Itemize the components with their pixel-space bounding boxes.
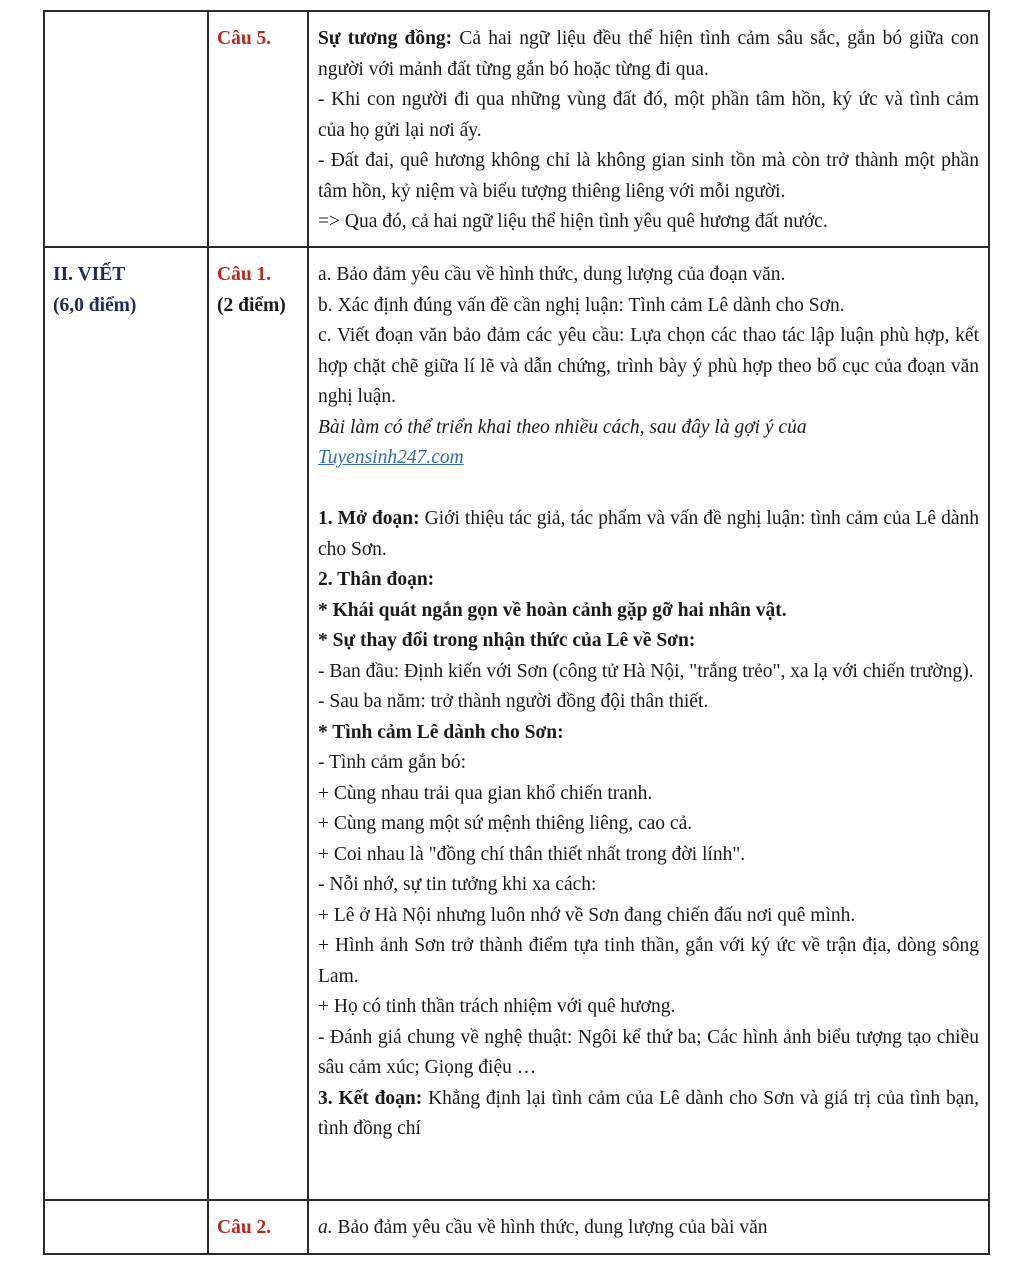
- spacer: [318, 474, 979, 505]
- question-label: Câu 1.: [217, 264, 272, 285]
- question-cell: [208, 1200, 308, 1254]
- section-points: (6,0 điểm): [53, 294, 137, 316]
- section-cell-empty: [44, 11, 208, 247]
- section-cell-empty: [44, 1200, 208, 1254]
- list-item: + Cùng mang một sứ mệnh thiêng liêng, cao cả.: [318, 813, 693, 834]
- question-cell: [208, 247, 308, 1200]
- body-label: 2. Thân đoạn:: [318, 569, 435, 590]
- similarity-paragraph: [318, 24, 979, 85]
- list-item: - Nỗi nhớ, sự tin tưởng khi xa cách:: [318, 874, 597, 895]
- list-item: - Đánh giá chung về nghệ thuật: Ngôi kể thứ ba; Các hình ảnh biểu tượng tạo chiều sâu cảm xúc; Giọng điệu …: [318, 1026, 979, 1078]
- intro-paragraph: [318, 504, 979, 565]
- question-cell: [208, 11, 308, 247]
- requirement-c: c. Viết đoạn văn bảo đảm các yêu cầu: Lựa chọn các thao tác lập luận phù hợp, kết hợp chặt chẽ giữa lí lẽ và dẫn chứng, trình bày ý phù hợp theo bố cục của đoạn văn nghị luận.: [318, 325, 979, 407]
- requirement-a: a. Bảo đảm yêu cầu về hình thức, dung lượng của đoạn văn.: [318, 264, 786, 285]
- requirement-text: Bảo đảm yêu cầu về hình thức, dung lượng của bài văn: [332, 1217, 768, 1238]
- requirement-b: b. Xác định đúng vấn đề cần nghị luận: Tình cảm Lê dành cho Sơn.: [318, 294, 845, 316]
- list-item: + Họ có tinh thần trách nhiệm với quê hương.: [318, 996, 676, 1017]
- intro-text: Giới thiệu tác giả, tác phẩm và vấn đề nghị luận: tình cảm của Lê dành cho Sơn.: [318, 508, 979, 560]
- similarity-text: Cả hai ngữ liệu đều thể hiện tình cảm sâu sắc, gắn bó giữa con người với mảnh đất từng gắn bó hoặc từng đi qua.: [318, 28, 979, 80]
- list-item: - Ban đầu: Định kiến với Sơn (công tử Hà Nội, "trắng trẻo", xa lạ với chiến trường).: [318, 660, 974, 682]
- source-link[interactable]: Tuyensinh247.com: [318, 447, 464, 468]
- list-item: + Coi nhau là "đồng chí thân thiết nhất trong đời lính".: [318, 843, 746, 865]
- conclusion-text: Khẳng định lại tình cảm của Lê dành cho Sơn và giá trị của tình bạn, tình đồng chí: [318, 1087, 979, 1139]
- heading-change: * Sự thay đổi trong nhận thức của Lê về Sơn:: [318, 630, 696, 651]
- list-item: - Sau ba năm: trở thành người đồng đội thân thiết.: [318, 691, 709, 712]
- list-item: - Tình cảm gắn bó:: [318, 752, 467, 773]
- list-item: + Hình ảnh Sơn trở thành điểm tựa tinh thần, gắn với ký ức về trận địa, dòng sông Lam.: [318, 935, 979, 987]
- answer-cell: [308, 11, 989, 247]
- answer-point: - Đất đai, quê hương không chỉ là không gian sinh tồn mà còn trở thành một phần tâm hồn, kỷ niệm và biểu tượng thiêng liêng với mỗi người.: [318, 150, 979, 202]
- suggestion-note: [318, 413, 979, 474]
- table-row: [44, 1200, 989, 1254]
- list-item: + Lê ở Hà Nội nhưng luôn nhớ về Sơn đang chiến đấu nơi quê mình.: [318, 904, 856, 926]
- answer-point: - Khi con người đi qua những vùng đất đó, một phần tâm hồn, ký ức và tình cảm của họ gửi lại nơi ấy.: [318, 89, 979, 141]
- heading-feeling: * Tình cảm Lê dành cho Sơn:: [318, 721, 564, 743]
- similarity-label: Sự tương đồng:: [318, 28, 453, 49]
- heading-context: * Khái quát ngắn gọn về hoàn cảnh gặp gỡ hai nhân vật.: [318, 599, 787, 621]
- conclusion-paragraph: [318, 1084, 979, 1145]
- intro-label: 1. Mở đoạn:: [318, 508, 420, 529]
- table-row: [44, 247, 989, 1200]
- requirement-letter: a.: [318, 1217, 333, 1238]
- conclusion-label: 3. Kết đoạn:: [318, 1087, 423, 1109]
- question-points: (2 điểm): [217, 294, 286, 316]
- suggestion-note-text: Bài làm có thể triển khai theo nhiều cách, sau đây là gợi ý của: [318, 416, 807, 438]
- section-cell: [44, 247, 208, 1200]
- answer-conclusion: => Qua đó, cả hai ngữ liệu thể hiện tình yêu quê hương đất nước.: [318, 211, 828, 232]
- answer-cell: [308, 1200, 989, 1254]
- answer-cell: [308, 247, 989, 1200]
- answer-key-table: [43, 10, 990, 1255]
- question-label: Câu 5.: [217, 28, 272, 49]
- question-label: Câu 2.: [217, 1217, 272, 1238]
- table-row: [44, 11, 989, 247]
- list-item: + Cùng nhau trải qua gian khổ chiến tranh.: [318, 782, 653, 804]
- section-title: II. VIẾT: [53, 264, 126, 285]
- requirement-a: [318, 1213, 979, 1244]
